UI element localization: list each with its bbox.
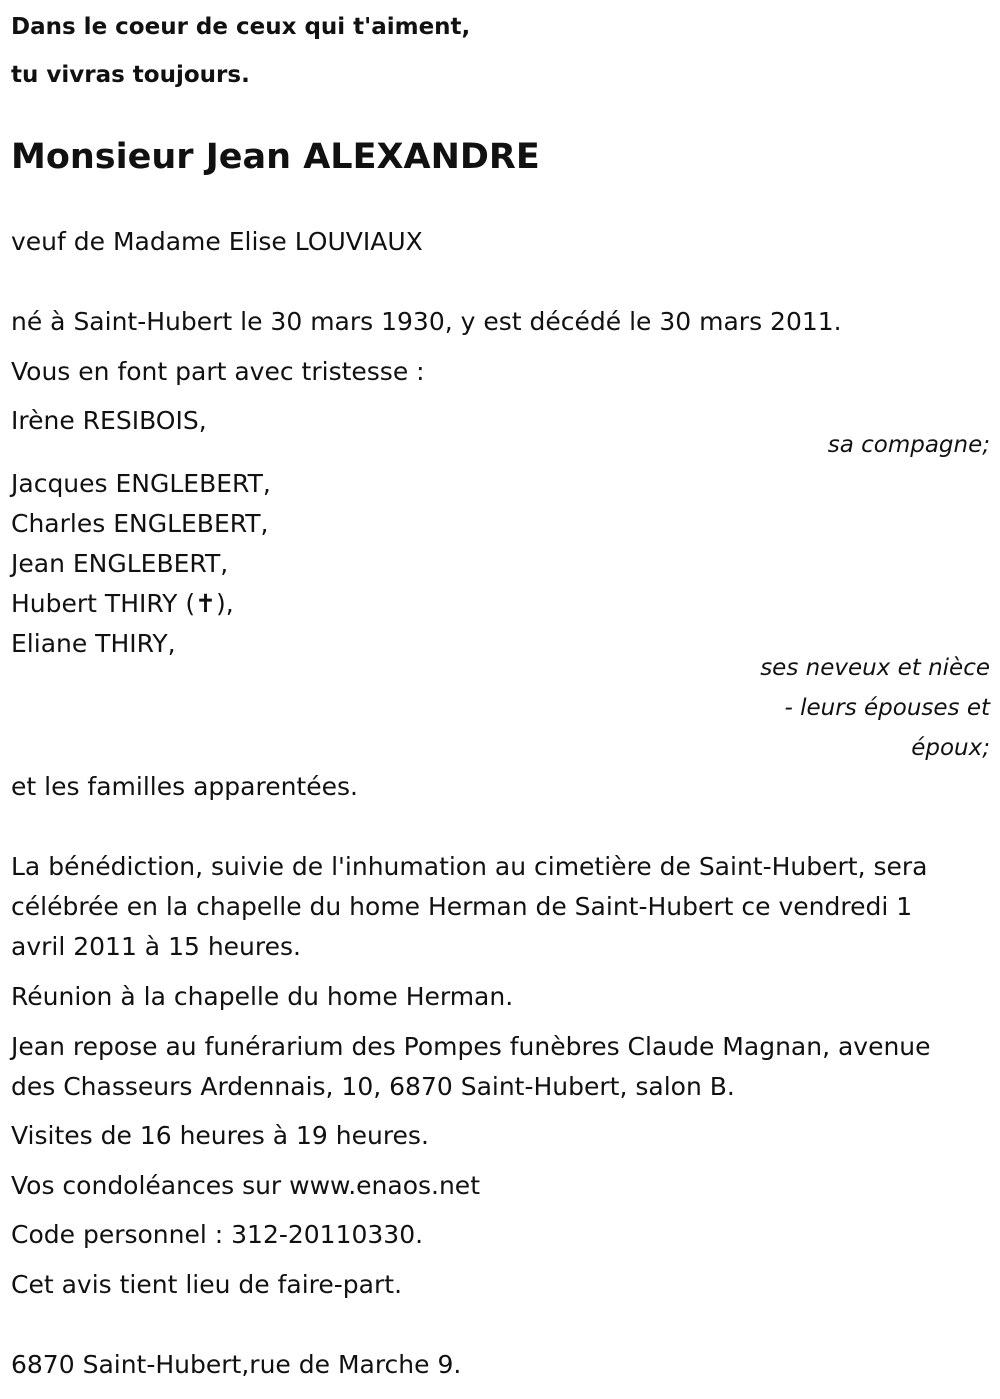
- nephews-relation: [760, 648, 990, 768]
- condolences-line: Vos condoléances sur www.enaos.net: [11, 1171, 480, 1200]
- epigraph-line-1: Dans le coeur de ceux qui t'aiment,: [11, 14, 471, 40]
- announcement-intro: Vous en font part avec tristesse :: [11, 357, 425, 386]
- repose-line: Jean repose au funérarium des Pompes funèbres Claude Magnan, avenue: [11, 1032, 931, 1061]
- address-line: 6870 Saint-Hubert,rue de Marche 9.: [11, 1350, 462, 1379]
- epigraph-line-2: tu vivras toujours.: [11, 62, 250, 88]
- nephew-name: Hubert THIRY (✝),: [11, 589, 234, 618]
- ceremony-line: La bénédiction, suivie de l'inhumation au cimetière de Saint-Hubert, sera: [11, 852, 928, 881]
- notice-line: Cet avis tient lieu de faire-part.: [11, 1270, 403, 1299]
- nephew-name: Charles ENGLEBERT,: [11, 509, 269, 538]
- nephews-relation-line: - leurs épouses et: [784, 695, 990, 721]
- repose-paragraph: [11, 1027, 991, 1107]
- ceremony-line: célébrée en la chapelle du home Herman de Saint-Hubert ce vendredi 1: [11, 892, 913, 921]
- widower-of: veuf de Madame Elise LOUVIAUX: [11, 227, 423, 256]
- deceased-name: Monsieur Jean ALEXANDRE: [11, 137, 540, 177]
- nephews-relation-line: époux;: [911, 735, 990, 761]
- visits-line: Visites de 16 heures à 19 heures.: [11, 1121, 429, 1150]
- birth-death: né à Saint-Hubert le 30 mars 1930, y est décédé le 30 mars 2011.: [11, 307, 842, 336]
- nephew-name: Jacques ENGLEBERT,: [11, 469, 271, 498]
- reunion-line: Réunion à la chapelle du home Herman.: [11, 982, 514, 1011]
- families-line: et les familles apparentées.: [11, 772, 358, 801]
- repose-line: des Chasseurs Ardennais, 10, 6870 Saint-Hubert, salon B.: [11, 1072, 735, 1101]
- nephews-list: [11, 464, 991, 664]
- personal-code-line: Code personnel : 312-20110330.: [11, 1220, 424, 1249]
- ceremony-line: avril 2011 à 15 heures.: [11, 932, 301, 961]
- companion-name: Irène RESIBOIS,: [11, 406, 207, 435]
- companion-relation: sa compagne;: [827, 432, 990, 458]
- nephew-name: Jean ENGLEBERT,: [11, 549, 229, 578]
- nephews-relation-line: ses neveux et nièce: [760, 655, 990, 681]
- ceremony-paragraph: [11, 847, 991, 967]
- niece-name: Eliane THIRY,: [11, 629, 176, 658]
